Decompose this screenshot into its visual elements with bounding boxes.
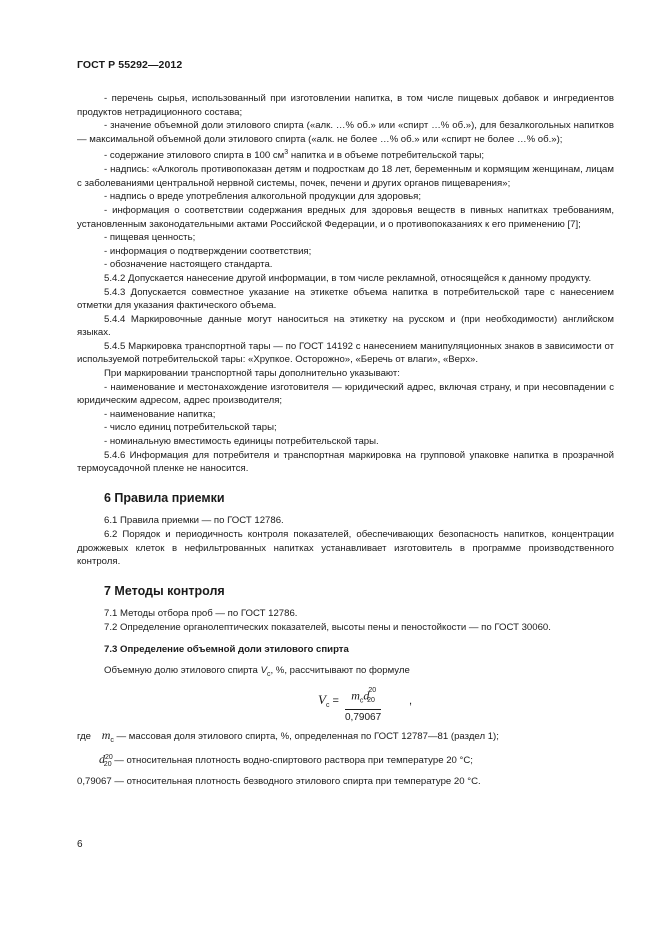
formula-denominator: 0,79067 [345,711,382,723]
clause-5-4-3: 5.4.3 Допускается совместное указание на этикетке объема напитка в потребительской таре с нанесением отметки для указания фактического объема. [77,286,614,312]
paragraph: - перечень сырья, использованный при изготовлении напитка, в том числе пищевых добавок и ингредиентов продуктов нетрадиционного состава; [77,93,614,118]
section-6-heading: 6 Правила приемки [104,490,225,505]
formula-comma: , [409,694,413,707]
standard-header: ГОСТ Р 55292—2012 [77,59,183,71]
formula-fraction [345,687,381,725]
paragraph: - информация о подтверждении соответствия; [104,245,312,257]
clause-7-1: 7.1 Методы отбора проб — по ГОСТ 12786. [104,608,298,620]
paragraph: - надпись о вреде употребления алкогольной продукции для здоровья; [104,191,422,203]
formula-intro: Объемную долю этилового спирта $V_с$, %, рассчитывают по формуле [104,665,410,679]
paragraph: - наименование напитка; [104,408,216,420]
clause-6-2: 6.2 Порядок и периодичность контроля показателей, обеспечивающих безопасность напитков, концентрации дрожжевых клеток в нефильтрованных напитках устанавливает изготовитель в программе производственного контроля. [77,529,614,568]
document-body [77,92,614,790]
paragraph: - обозначение настоящего стандарта. [104,259,273,271]
subsection-7-3-heading: 7.3 Определение объемной доли этилового спирта [104,643,349,655]
clause-6-1: 6.1 Правила приемки — по ГОСТ 12786. [104,515,284,527]
where-constant: 0,79067 — относительная плотность безводного этилового спирта при температуре 20 °С. [77,775,481,787]
paragraph: - информация о соответствии содержания вредных для здоровья веществ в пивных напитках требованиям, установленным законодательными актами Российской Федерации, и о противопоказаниях к его применению [7]; [77,204,614,230]
section-7-heading: 7 Методы контроля [104,583,225,598]
page-number: 6 [77,839,83,850]
where-m: где $m_с$ — массовая доля этилового спирта, %, определенная по ГОСТ 12787—81 (раздел 1); [77,727,499,744]
formula-lhs: $V_с$ = [318,691,339,709]
alcohol-formula [77,686,614,723]
paragraph: - надпись: «Алкоголь противопоказан детям и подросткам до 18 лет, беременным и кормящим женщинам, лицам с заболеваниями центральной нервной системы, почек, печени и других органов пищеварения»; [77,164,614,189]
paragraph: - пищевая ценность; [104,232,196,244]
paragraph: - число единиц потребительской тары; [104,422,277,434]
clause-5-4-2: 5.4.2 Допускается нанесение другой информации, в том числе рекламной, относящейся к данному продукту. [104,272,592,284]
formula-numerator: $m_сd^{20}_{20}$ [345,687,381,710]
paragraph-ethanol-content: - содержание этилового спирта в 100 $см^3$ напитка и в объеме потребительской тары; [104,149,485,162]
clause-5-4-5: 5.4.5 Маркировка транспортной тары — по ГОСТ 14192 с нанесением манипуляционных знаков в зависимости от используемой потребительской тары: «Хрупкое. Осторожно», «Беречь от влаги», «Верх». [77,340,614,366]
where-d: $d^{20}_{20}$ — относительная плотность водно-спиртового раствора при температуре 20 °С; [99,751,473,768]
paragraph: - наименование и местонахождение изготовителя — юридический адрес, включая страну, и при несовпадении с юридическим адресом, адрес производителя; [77,381,614,407]
paragraph: - номинальную вместимость единицы потребительской тары. [104,436,379,448]
paragraph: При маркировании транспортной тары дополнительно указывают: [104,368,400,380]
clause-5-4-6: 5.4.6 Информация для потребителя и транспортная маркировка на групповой упаковке напитка в прозрачной термоусадочной пленке не наносится. [77,449,614,475]
clause-5-4-4: 5.4.4 Маркировочные данные могут наноситься на этикетку на русском и (при необходимости) английском языках. [77,313,614,339]
clause-7-2: 7.2 Определение органолептических показателей, высоты пены и пеностойкости — по ГОСТ 30060. [104,621,551,633]
paragraph: - значение объемной доли этилового спирта («алк. …% об.» или «спирт …% об.»), для безалкогольных напитков — максимальной объемной доли этилового спирта («алк. не более …% об.» или «спирт не более …% об.»); [77,120,614,145]
